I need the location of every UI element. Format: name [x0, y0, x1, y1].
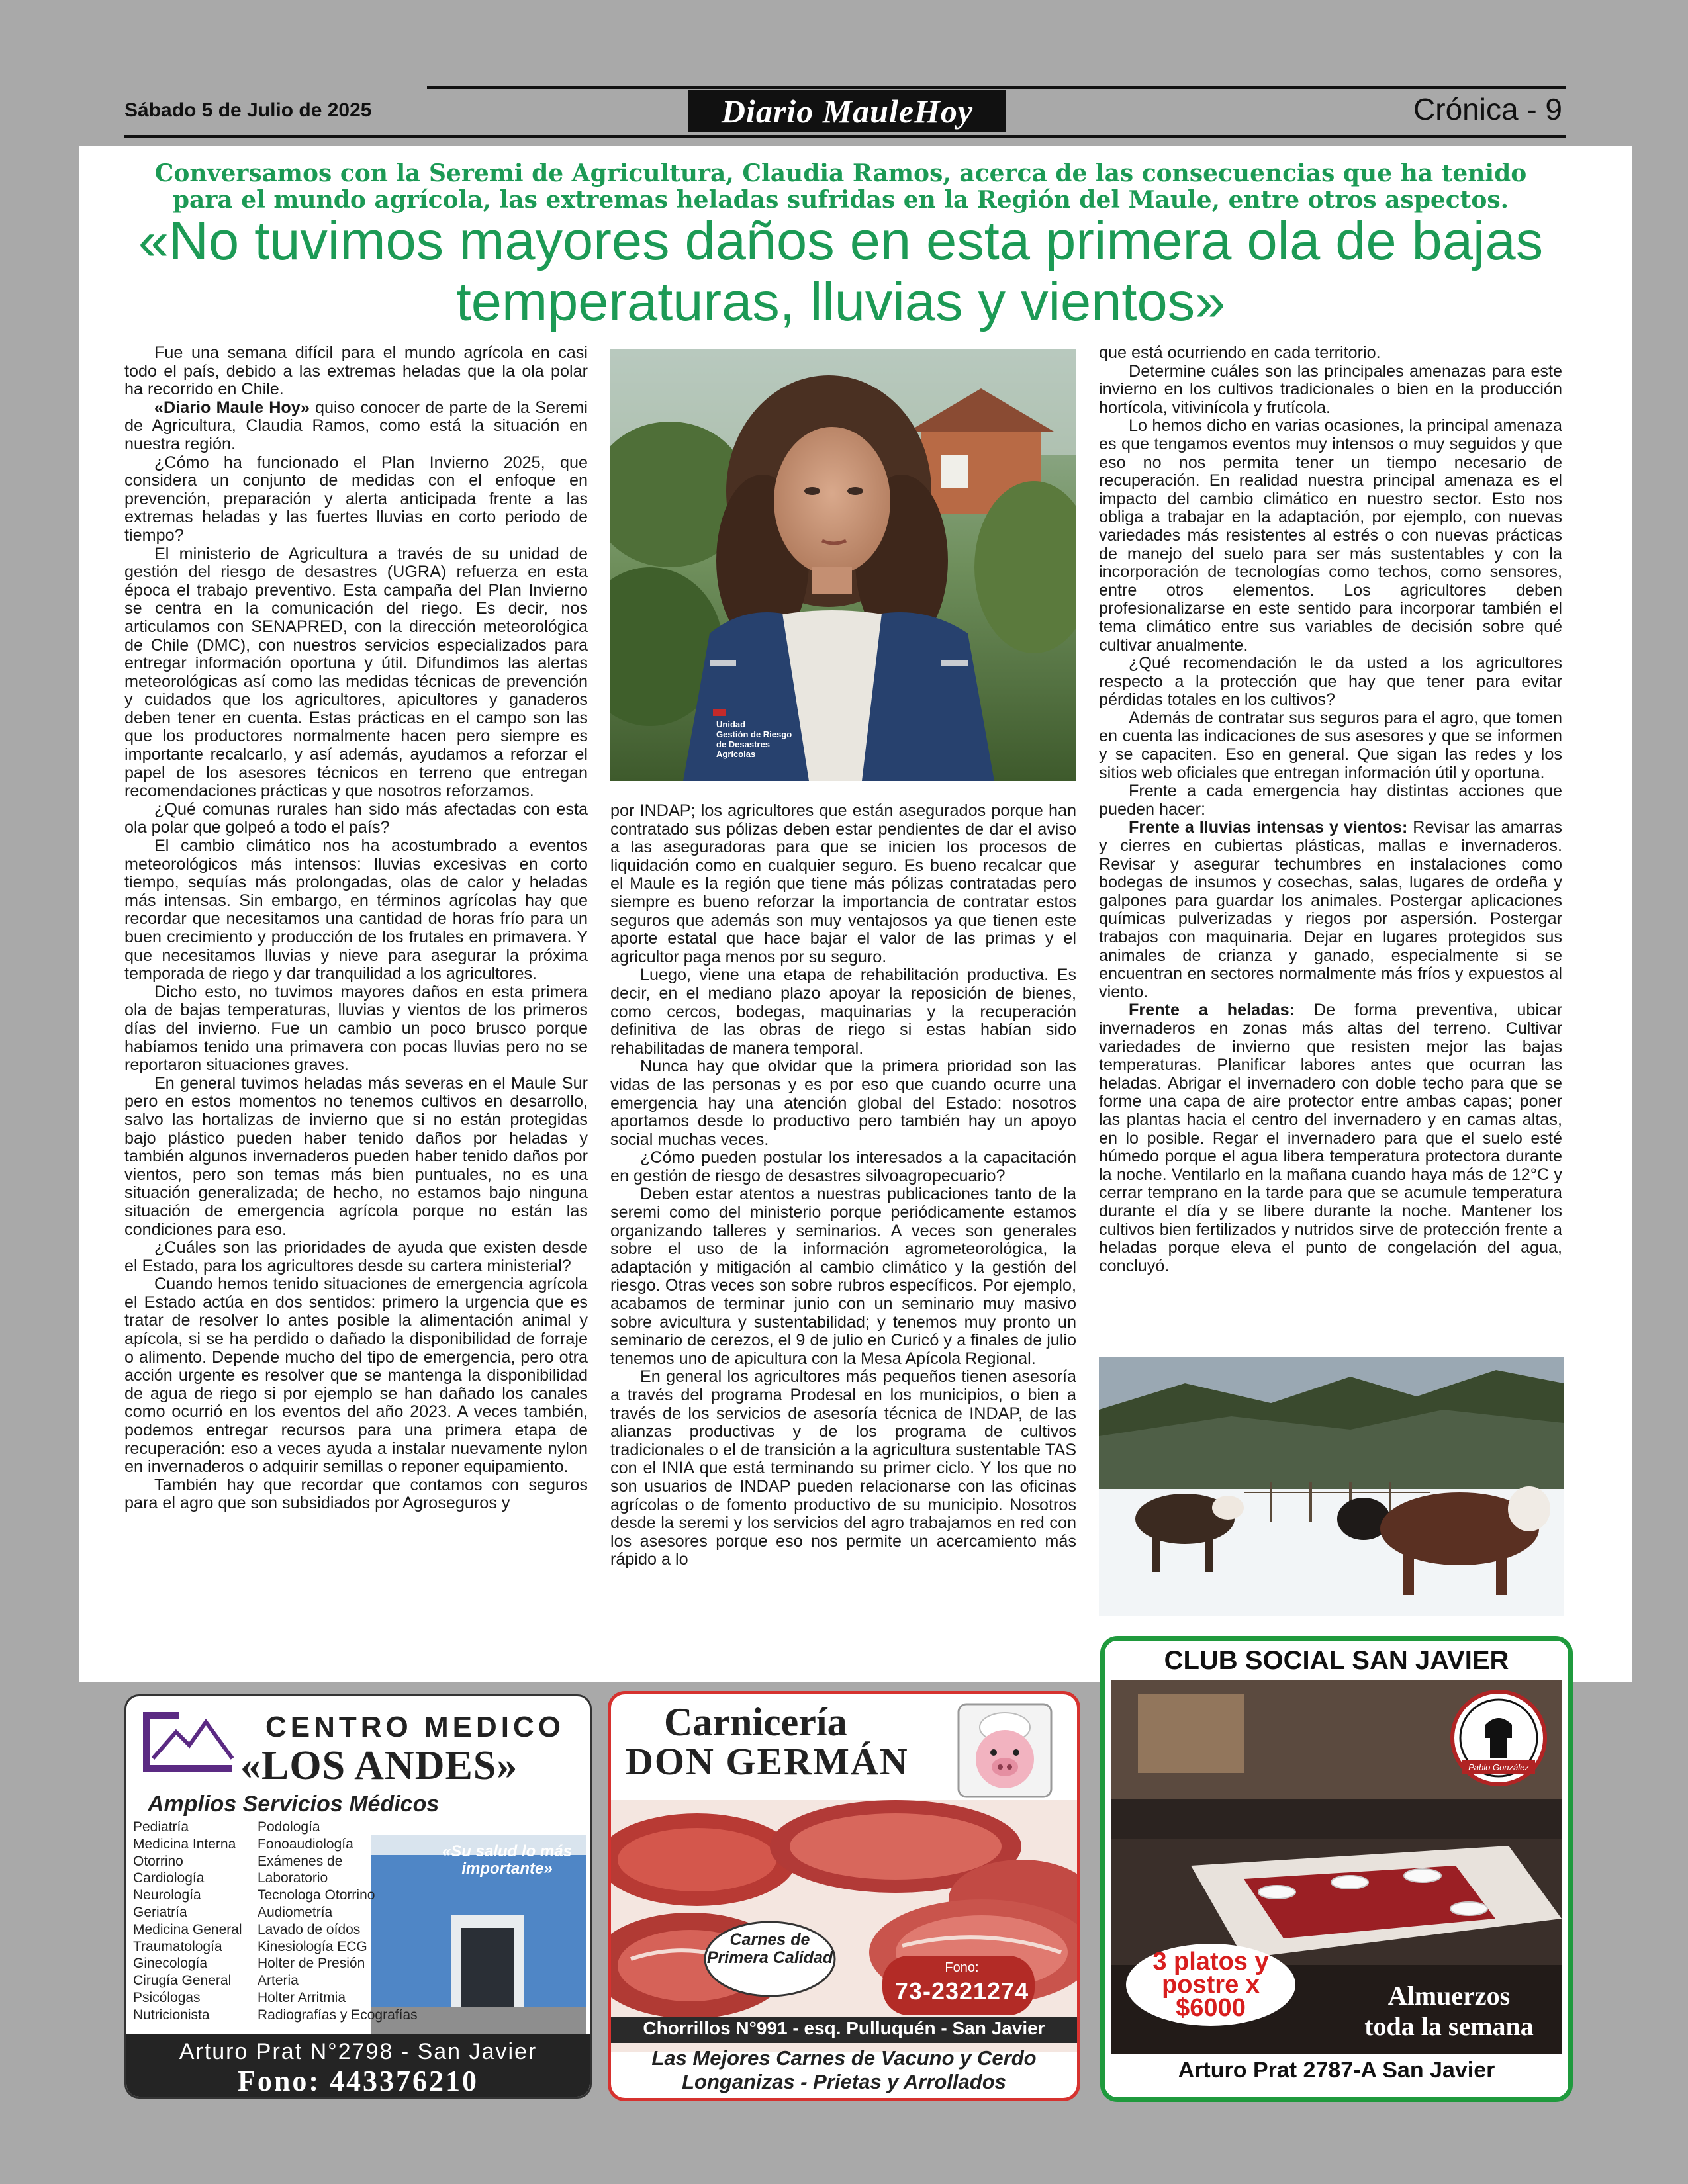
- carniceria-phone[interactable]: 73-2321274: [894, 1978, 1029, 2005]
- paragraph: Lo hemos dicho en varias ocasiones, la principal amenaza es que tengamos eventos muy intensos o muy seguidos y que eso no nos permita tener un tiempo necesario de recuperación. En realidad nuestra principal amenaza es el impacto del cambio climático en nuestro sector. Esto nos obliga a trabajar en la adaptación, por ejemplo, con nuevas variedades más resistentes al estrés o con nuevas prácticas de manejo del suelo para ser más sustentables y con la incorporación de tecnologías como techos, como sensores, entre otros elementos. Los agricultores deben profesionalizarse en este sentido para incorporar también el tema climático entre sus variables de decisión sobre qué cultivar anualmente.: [1099, 416, 1562, 655]
- paragraph-text: quiso conocer de parte de la Seremi de Agricultura, Claudia Ramos, como está la situación en nuestra región.: [124, 398, 588, 453]
- service-item: Ginecología: [133, 1956, 208, 1972]
- club-address: Arturo Prat 2787-A San Javier: [1178, 2058, 1495, 2083]
- club-promo-price: 3 platos y postre x $6000: [1152, 1948, 1269, 2022]
- service-item: Psicólogas: [133, 1989, 201, 2005]
- service-item: Tecnologa Otorrino: [258, 1888, 375, 1903]
- subhead-frost: Frente a heladas:: [1129, 1001, 1295, 1020]
- service-item: Audiometría: [258, 1904, 333, 1920]
- vest-text: [716, 719, 792, 759]
- paragraph: Además de contratar sus seguros para el agro, que tomen en cuenta las indicaciones de sus asesores y que se informen y se capaciten. Eso en general. Que sigan las redes y los sitios web oficiales que entregan información útil y oportuna.: [1099, 708, 1562, 782]
- vest-text-line: Unidad: [716, 719, 746, 729]
- paragraph: Fue una semana difícil para el mundo agrícola en casi todo el país, debido a las extremas heladas que la ola polar ha recorrido en Chile.: [124, 343, 588, 399]
- question: ¿Qué recomendación le da usted a los agricultores respecto a la protección que hay que tener para evitar pérdidas totales en los cultivos?: [1099, 654, 1562, 709]
- question: Determine cuáles son las principales amenazas para este invierno en los cultivos tradicionales o bien en la producción hortícola, vitivinícola y frutícola.: [1099, 361, 1562, 417]
- service-item: Kinesiología ECG: [258, 1938, 367, 1954]
- paragraph: Dicho esto, no tuvimos mayores daños en esta primera ola de bajas temperaturas, lluvias y vientos de los primeros días del invierno. Fue un cambio un poco brusco porque habíamos tenido una primavera con pocas lluvias pero no se reportaron situaciones graves.: [124, 982, 588, 1075]
- mountains-logo-icon: [133, 1706, 246, 1778]
- masthead-rule-top: [427, 86, 1566, 89]
- service-item: Medicina Interna: [133, 1836, 236, 1852]
- lunch-line: toda la semana: [1364, 2011, 1534, 2041]
- medico-address: Arturo Prat N°2798 - San Javier: [179, 2039, 538, 2064]
- article-column-3: [1099, 344, 1562, 1275]
- service-item: Podología: [258, 1819, 320, 1835]
- ad-centro-medico[interactable]: [124, 1694, 592, 2099]
- service-item: Neurología: [133, 1888, 201, 1903]
- medico-phone[interactable]: Fono: 443376210: [238, 2065, 479, 2097]
- article-kicker: Conversamos con la Seremi de Agricultura, Claudia Ramos, acerca de las consecuencias que ha tenido para el mundo agrícola, las extremas heladas sufridas en la Región del Maule, entre otros aspectos.: [154, 159, 1527, 214]
- ad-carniceria-don-german[interactable]: [608, 1691, 1080, 2101]
- article-headline: «No tuvimos mayores daños en esta primera ola de bajas temperaturas, lluvias y vientos»: [138, 210, 1544, 332]
- newspaper-logo[interactable]: Diario MauleHoy: [688, 90, 1006, 132]
- paragraph: Nunca hay que olvidar que la primera prioridad son las vidas de las personas y es por eso que cuando ocurre una emergencia hay una atención global del Estado: nosotros aportamos desde lo productivo pero también hay un apoyo social muchas veces.: [610, 1057, 1076, 1149]
- article-column-2: [610, 802, 1076, 1569]
- carniceria-address: Chorrillos N°991 - esq. Pulluquén - San Javier: [643, 2018, 1045, 2038]
- club-lunch-text: [1343, 1981, 1555, 2042]
- service-item: Nutricionista: [133, 2007, 210, 2023]
- service-item: Cirugía General: [133, 1973, 232, 1989]
- medico-title: CENTRO MEDICO: [265, 1711, 565, 1743]
- paragraph: Frente a cada emergencia hay distintas acciones que pueden hacer:: [1099, 782, 1562, 819]
- service-item: Traumatología: [133, 1938, 222, 1954]
- carniceria-name: DON GERMÁN: [626, 1740, 909, 1783]
- service-item: Pediatría: [133, 1819, 189, 1835]
- vest-text-line: Gestión de Riesgo: [716, 729, 792, 739]
- services-list-right: [258, 1819, 418, 2024]
- snow-cattle-photo: [1099, 1357, 1564, 1616]
- paragraph: por INDAP; los agricultores que están asegurados porque han contratado sus pólizas deben estar pendientes de dar el aviso a las aseguradoras para que se inicien los procesos de liquidación como en cualquier seguro. Es bueno recalcar que el Maule es la región que tiene más pólizas contratadas pero siempre es bueno reforzar la importancia de contratar estos seguros que además son muy ventajosos ya que tienen este aporte estatal que hace bajar el valor de las primas y el agricultor paga menos por su seguro.: [610, 801, 1076, 966]
- paragraph-text: Revisar las amarras y cierres en cubiertas plásticas, mallas e invernaderos. Revisar y asegurar techumbres en instalaciones como bodegas de insumos y cosechas, salas, lugares de ordeña y galpones para guardar los animales. Postergar aplicaciones químicas pulverizadas y riegos por aspersión. Postergar trabajos con maquinaria. Dejar en lugares protegidos sus animales de crianza y ganado, especialmente si se encuentran en sectores normalmente más fríos y expuestos al viento.: [1099, 818, 1562, 1001]
- service-item: Lavado de oídos: [258, 1921, 361, 1937]
- section-page-label: Crónica - 9: [1413, 92, 1562, 126]
- paragraph: [124, 399, 588, 454]
- vest-text-line: de Desastres: [716, 739, 770, 749]
- paragraph: Luego, viene una etapa de rehabilitación productiva. Es decir, en el mediano plazo apoyar la reposición de bienes, como cercos, bodegas, maquinarias y la recuperación definitiva de las obras de riego si estas habían sido rehabilitadas de manera temporal.: [610, 966, 1076, 1058]
- vest-text-line: Agrícolas: [716, 749, 756, 759]
- paragraph: También hay que recordar que contamos con seguros para el agro que son subsidiados por Agroseguros y: [124, 1475, 588, 1513]
- paragraph: Cuando hemos tenido situaciones de emergencia agrícola el Estado actúa en dos sentidos: primero la urgencia que es tratar de resolver lo antes posible la alimentación animal y apícola, si se ha perdido o dañado la disponibilidad de forraje o alimento. Depende mucho del tipo de emergencia, pero otra acción urgente es resolver que se mantenga la disponibilidad de agua de riego si por ejemplo se han dañado los canales como ocurrió en los eventos del año 2023. A veces también, podemos entregar recursos para una primera etapa de recuperación: eso a veces ayuda a instalar nuevamente nylon en invernaderos o adquirir semillas o reponer equipamiento.: [124, 1275, 588, 1477]
- masthead-rule-bottom: [124, 135, 1566, 138]
- service-item: Otorrino: [133, 1853, 183, 1869]
- pig-chef-icon: [955, 1701, 1055, 1800]
- quality-badge-text: Carnes de Primera Calidad: [706, 1931, 833, 1967]
- ad-club-social-san-javier[interactable]: [1100, 1636, 1573, 2102]
- service-item: Arteria: [258, 1973, 299, 1989]
- service-item: Medicina General: [133, 1921, 242, 1937]
- services-list-left: [133, 1819, 242, 2024]
- paragraph: El ministerio de Agricultura a través de su unidad de gestión del riesgo de desastres (UGRA) refuerza en esta época el trabajo preventivo. Esta campaña del Plan Invierno se centra en la comunicación del riego. Es decir, nos articulamos con SENAPRED, con la dirección meteorológica de Chile (DMC), con nuestros servicios especializados para entregar información oportuna y útil. Difundimos las alertas meteorológicas así como las medidas técnicas de prevención y cuidados que los agricultores, apicultores y ganaderos deben tener en cuenta. Estas prácticas en el campo son las que los productores normalmente hacen pero siempre es importante recalcarlo, y así además, ayudamos a reforzar el papel de los asesores técnicos en terreno que entregan recomendaciones prácticas y que nosotros reforzamos.: [124, 544, 588, 801]
- service-item: Holter de Presión: [258, 1956, 365, 1972]
- service-item: Laboratorio: [258, 1870, 328, 1886]
- service-item: Cardiología: [133, 1870, 205, 1886]
- service-item: Holter Arritmia: [258, 1989, 346, 2005]
- club-logo-text: Pablo González: [1468, 1762, 1529, 1772]
- medico-name: «LOS ANDES»: [240, 1743, 518, 1788]
- article-column-1: [124, 344, 588, 1513]
- paragraph-text: De forma preventiva, ubicar invernaderos en zonas más altas del terreno. Cultivar variedades de invierno que resisten mejor las bajas temperaturas. Planificar labores antes que ocurran las heladas. Abrigar el invernadero con doble techo para que se forme una capa de aire protector entre ambas capas; poner las plantas hacia el centro del invernadero y en camas altas, en lo posible. Regar el invernadero para que el suelo esté húmedo porque el agua libera temperatura protectora durante la noche. Ventilarlo en la mañana cuando haya más de 12°C y cerrar temprano en la tarde para que se acumule temperatura durante el día y se libere durante la noche. Mantener los cultivos bien fertilizados y nutridos sirve de protección frente a heladas porque eleva el punto de congelación del agua, concluyó.: [1099, 1001, 1562, 1275]
- question: ¿Cómo pueden postular los interesados a la capacitación en gestión de riesgo de desastres silvoagropecuario?: [610, 1148, 1076, 1185]
- seremi-portrait-photo: [610, 349, 1076, 781]
- paragraph: El cambio climático nos ha acostumbrado a eventos meteorológicos más intensos: lluvias excesivas en corto tiempo, sequías más prolongadas, olas de calor y heladas más intensas. Sin embargo, en términos agrícolas hay que recordar que necesitamos una cantidad de horas frío para un buen crecimiento y producción de los frutales en primavera. Y que necesitamos lluvias y nieve para asegurar la próxima temporada de riego y dar tranquilidad a los agricultores.: [124, 837, 588, 983]
- carniceria-title: Carnicería: [664, 1700, 847, 1744]
- subhead-rain-wind: Frente a lluvias intensas y vientos:: [1129, 818, 1408, 837]
- club-title: CLUB SOCIAL SAN JAVIER: [1164, 1646, 1509, 1675]
- service-item: Geriatría: [133, 1904, 187, 1920]
- paragraph: En general los agricultores más pequeños tienen asesoría a través del programa Prodesal en los municipios, o bien a través de los servicios de asesoría técnica de INDAP, de las alianzas productivas y de los programa de cultivos tradicionales o el de transición a la agricultura sustentable TAS con el INIA que está terminando su primer ciclo. Y los que no son usuarios de INDAP pueden relacionarse con las oficinas agrícolas o de fomento productivo de su municipio. Nosotros desde la seremi y los servicios del agro trabajamos en red con los asesores porque eso nos permite un acercamiento más rápido a lo: [610, 1367, 1076, 1569]
- paragraph: que está ocurriendo en cada territorio.: [1099, 343, 1381, 362]
- question: ¿Cómo ha funcionado el Plan Invierno 2025, que considera un conjunto de medidas con el enfoque en prevención, preparación y alerta anticipada frente a las extremas heladas y las fuertes lluvias en corto periodo de tiempo?: [124, 453, 588, 545]
- paragraph: Deben estar atentos a nuestras publicaciones tanto de la seremi como del ministerio porque periódicamente estamos organizando talleres y seminarios. A veces son generales sobre el uso de la información agrometeorológica, la adaptación y mitigación al cambio climático y la gestión del riesgo. Otras veces son sobre rubros específicos. Por ejemplo, acabamos de terminar junio con un seminario muy masivo sobre avicultura y sustentabilidad; y tenemos muy pronto un seminario de cerezos, el 9 de julio en Curicó y a finales de julio tenemos uno de apicultura con la Mesa Apícola Regional.: [610, 1185, 1076, 1368]
- paragraph: En general tuvimos heladas más severas en el Maule Sur pero en estos momentos no tenemos cultivos en desarrollo, salvo las hortalizas de invierno que si no están protegidas bajo plástico pueden haber tenido daños por heladas y también algunos invernaderos pueden haber tenido daños por vientos, pero son temas más bien puntuales, no es una situación generalizada; de hecho, no estamos bajo ninguna situación de emergencia agrícola porque no están las condiciones para eso.: [124, 1073, 588, 1239]
- question: ¿Cuáles son las prioridades de ayuda que existen desde el Estado, para los agricultores desde su cartera ministerial?: [124, 1238, 588, 1275]
- service-item: Exámenes de: [258, 1853, 343, 1869]
- question: ¿Qué comunas rurales han sido más afectadas con esta ola polar que golpeó a todo el país?: [124, 799, 588, 837]
- service-item: Fonoaudiología: [258, 1836, 353, 1852]
- slogan-line: Las Mejores Carnes de Vacuno y Cerdo: [651, 2046, 1037, 2070]
- paragraph: [1099, 1001, 1562, 1275]
- lunch-line: Almuerzos: [1387, 1981, 1511, 2011]
- chef-logo-icon: [1449, 1688, 1548, 1788]
- medico-subtitle: Amplios Servicios Médicos: [148, 1792, 440, 1817]
- carniceria-slogan: [611, 2046, 1077, 2094]
- slogan-line: Longanizas - Prietas y Arrollados: [682, 2070, 1006, 2093]
- phone-label: Fono:: [945, 1960, 979, 1975]
- service-item: Radiografías y Ecografías: [258, 2007, 418, 2023]
- medico-slogan: «Su salud lo más importante»: [442, 1843, 573, 1878]
- newspaper-name-bold: «Diario Maule Hoy»: [154, 398, 310, 417]
- issue-date: Sábado 5 de Julio de 2025: [124, 99, 372, 121]
- paragraph: [1099, 819, 1562, 1001]
